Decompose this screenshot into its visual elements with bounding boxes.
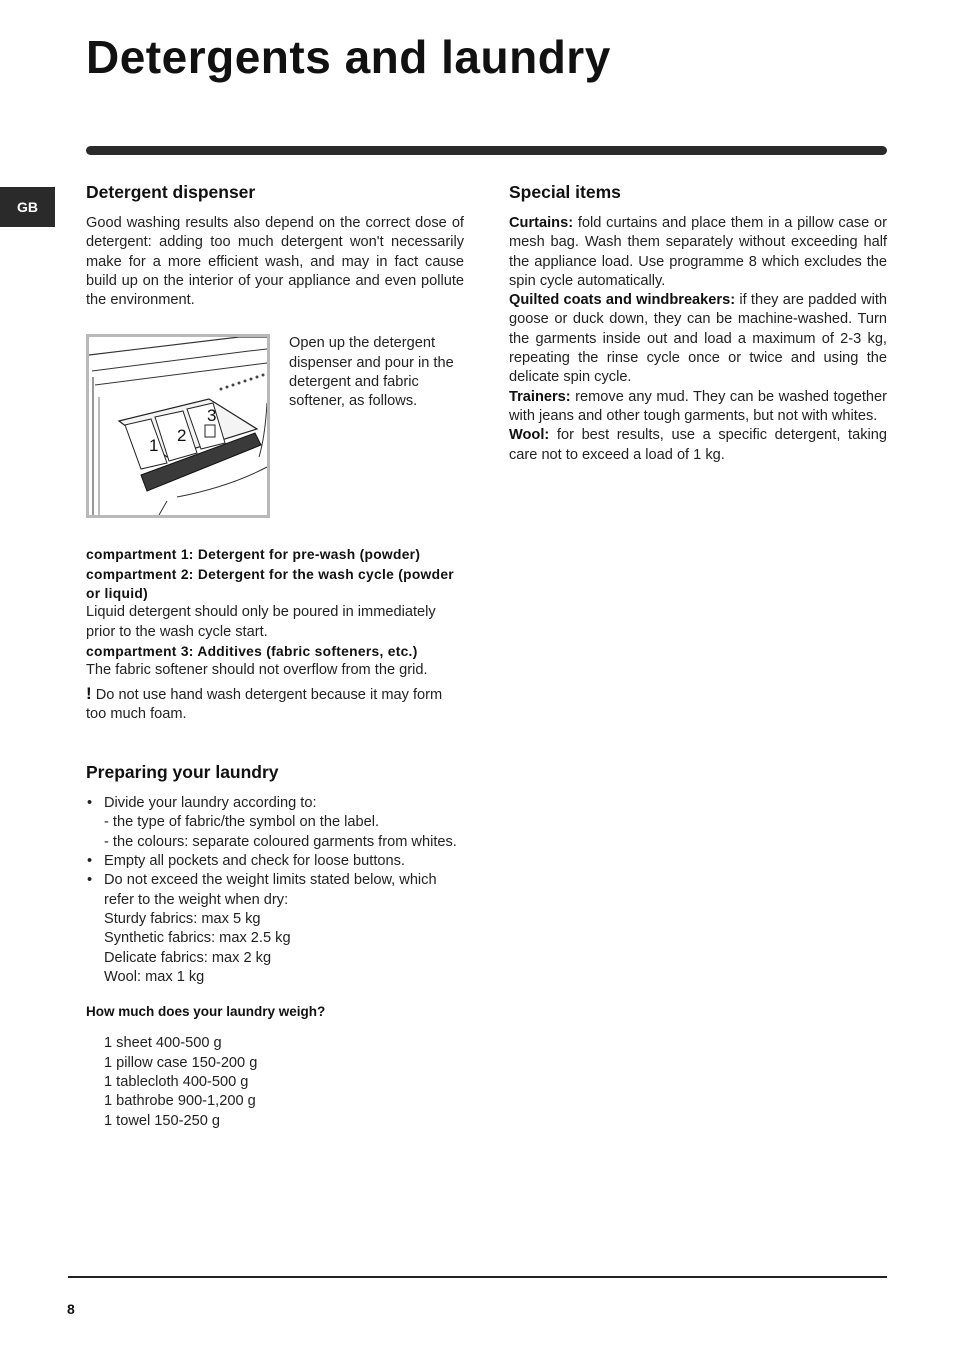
list-item xyxy=(86,852,464,871)
page-number: 8 xyxy=(67,1301,75,1317)
wool-label: Wool: xyxy=(509,427,550,444)
compartment-2-text: compartment 2: Detergent for the wash cycle (powder or liquid) xyxy=(86,566,454,602)
laundry-weight-list xyxy=(104,1034,464,1130)
sort-by-colour: - the colours: separate coloured garments from whites. xyxy=(104,833,457,850)
hand-wash-warning xyxy=(86,684,464,725)
quilted-text: if they are padded with goose or duck down, they can be machine-washed. Turn the garments inside out and load a maximum of 2-3 kg, repeating the rinse cycle once or twice and using the delicate spin cycle. xyxy=(509,292,888,386)
warning-text: Do not use hand wash detergent because it may form too much foam. xyxy=(86,686,443,722)
compartment-3-text: compartment 3: Additives (fabric softeners, etc.) xyxy=(86,643,418,659)
curtains-label: Curtains: xyxy=(509,215,574,231)
limit-synthetic: Synthetic fabrics: max 2.5 kg xyxy=(104,930,291,947)
dispenser-drawing xyxy=(89,337,267,515)
dispenser-illustration xyxy=(86,334,270,518)
trainers-paragraph xyxy=(509,388,887,427)
compartment-2-label: 2 xyxy=(177,426,187,446)
preparing-laundry-heading: Preparing your laundry xyxy=(86,762,279,783)
limit-delicate: Delicate fabrics: max 2 kg xyxy=(104,949,272,966)
quilted-label: Quilted coats and windbreakers: xyxy=(509,292,736,309)
bullet-icon: • xyxy=(87,795,93,812)
title-divider xyxy=(86,146,887,155)
limit-wool: Wool: max 1 kg xyxy=(104,968,205,985)
preparing-list xyxy=(86,794,464,987)
limit-sturdy: Sturdy fabrics: max 5 kg xyxy=(104,910,261,927)
pockets-instruction: Empty all pockets and check for loose buttons. xyxy=(104,853,405,870)
compartment-1-label: 1 xyxy=(149,436,159,456)
dispenser-figure-row xyxy=(86,334,464,518)
special-items-heading: Special items xyxy=(509,182,621,202)
weight-item-pillow-case: 1 pillow case 150-200 g xyxy=(104,1054,258,1071)
compartment-3-note: The fabric softener should not overflow from the grid. xyxy=(86,662,428,679)
page-title: Detergents and laundry xyxy=(86,31,611,83)
bullet-icon: • xyxy=(87,872,93,889)
weight-limit-instruction: Do not exceed the weight limits stated below, which refer to the weight when dry: xyxy=(104,872,437,908)
weight-item-sheet: 1 sheet 400-500 g xyxy=(104,1035,222,1052)
weight-item-bathrobe: 1 bathrobe 900-1,200 g xyxy=(104,1093,256,1110)
left-column xyxy=(86,180,464,1131)
list-item xyxy=(86,794,464,852)
dispenser-intro: Good washing results also depend on the correct dose of detergent: adding too much detergent won't necessarily make for a more efficient wash, and may in fact cause build up on the interior of your appliance and even pollute the environment. xyxy=(86,215,464,309)
trainers-text: remove any mud. They can be washed together with jeans and other tough garments, but not with whites. xyxy=(509,388,887,424)
wool-paragraph xyxy=(509,426,887,465)
wool-text: for best results, use a specific detergent, taking care not to exceed a load of 1 kg. xyxy=(509,427,887,463)
dispenser-instruction: Open up the detergent dispenser and pour in the detergent and fabric softener, as follows. xyxy=(289,335,454,410)
curtains-text: fold curtains and place them in a pillow case or mesh bag. Wash them separately without exceeding half the appliance load. Use programme 8 which excludes the spin cycle automatically. xyxy=(509,215,887,289)
list-item xyxy=(86,871,464,987)
sort-by-fabric: - the type of fabric/the symbol on the label. xyxy=(104,814,380,831)
compartment-1-text: compartment 1: Detergent for pre-wash (powder) xyxy=(86,547,421,563)
weight-item-tablecloth: 1 tablecloth 400-500 g xyxy=(104,1074,249,1091)
bullet-icon: • xyxy=(87,853,93,870)
warning-icon: ! xyxy=(86,683,92,703)
trainers-label: Trainers: xyxy=(509,388,571,405)
compartment-3-label: 3 xyxy=(207,406,217,426)
right-column xyxy=(509,180,887,465)
laundry-weight-heading: How much does your laundry weigh? xyxy=(86,1004,326,1020)
sort-instruction: Divide your laundry according to: xyxy=(104,795,317,812)
detergent-dispenser-heading: Detergent dispenser xyxy=(86,182,256,202)
weight-item-towel: 1 towel 150-250 g xyxy=(104,1112,221,1129)
compartment-2-note: Liquid detergent should only be poured in immediately prior to the wash cycle start. xyxy=(86,604,436,640)
compartment-list xyxy=(86,545,464,724)
language-tab: GB xyxy=(0,187,55,227)
footer-divider xyxy=(68,1276,887,1278)
curtains-paragraph xyxy=(509,214,887,291)
quilted-paragraph xyxy=(509,291,887,387)
